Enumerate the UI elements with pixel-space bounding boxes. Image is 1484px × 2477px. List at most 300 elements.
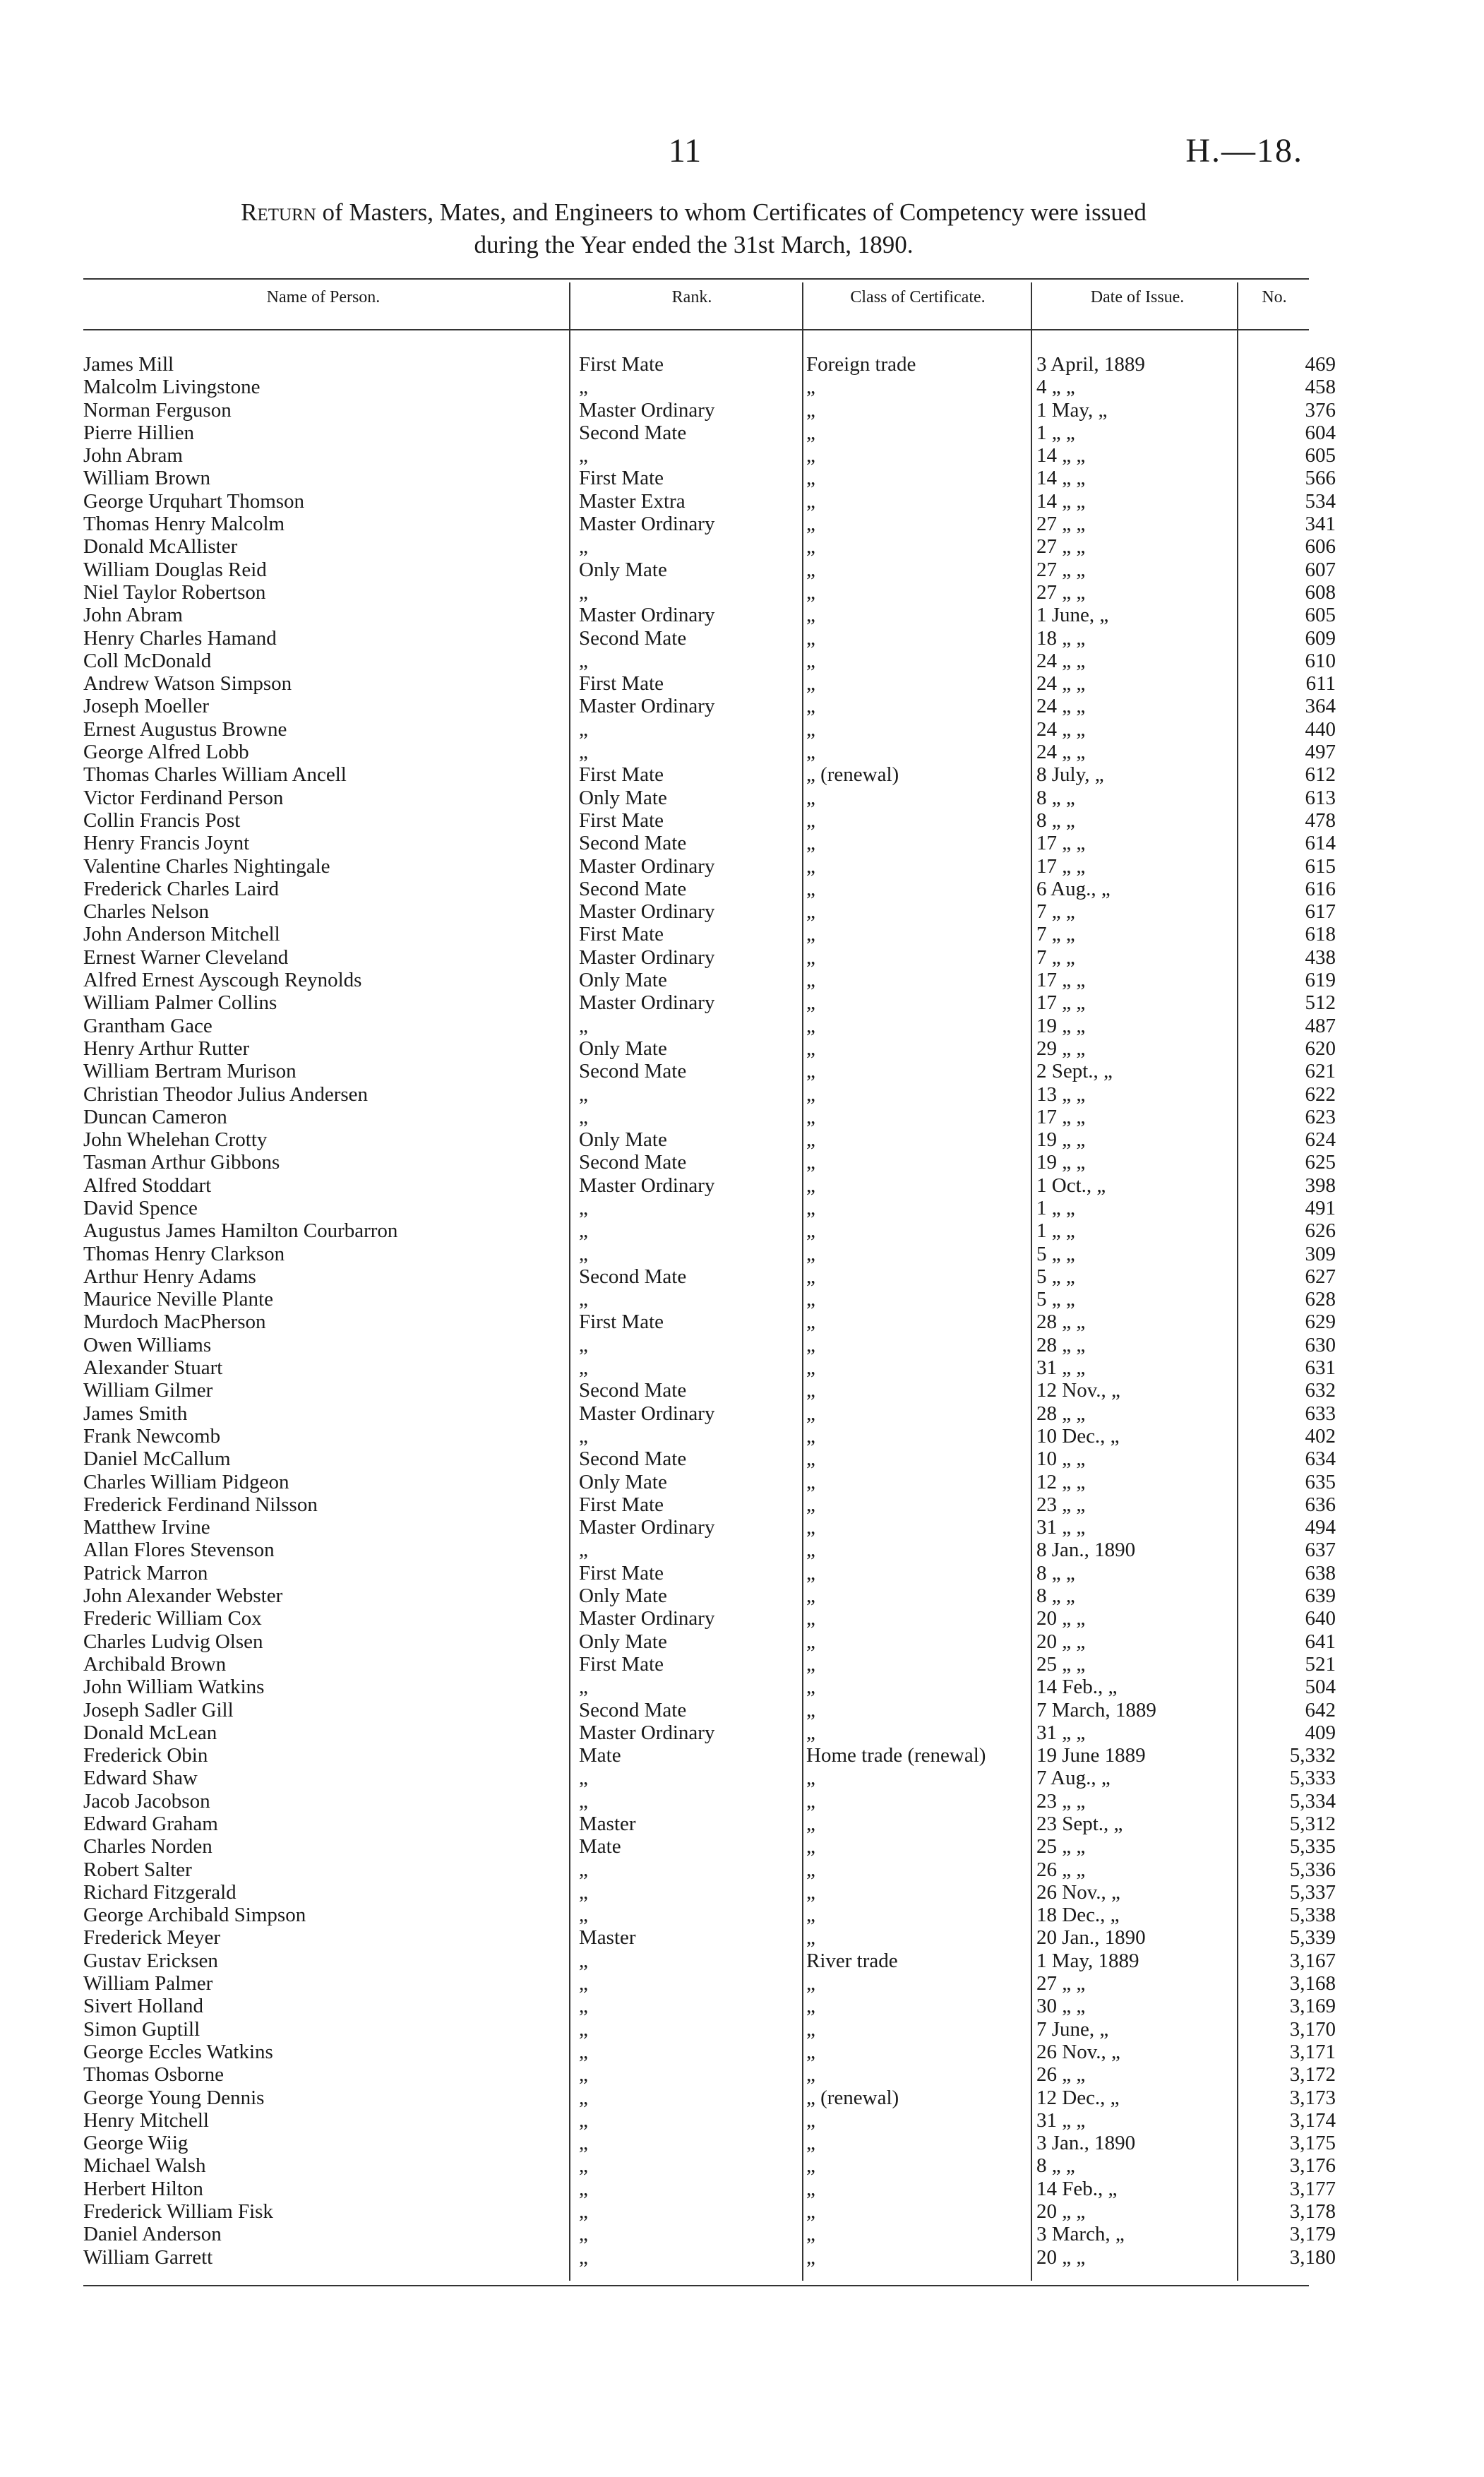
number-cell: 613 (1305, 786, 1336, 809)
rank-cell: First Mate (579, 1493, 664, 1516)
rank-cell: „ (579, 1789, 588, 1813)
table-row (83, 2108, 1336, 2132)
table-row (83, 353, 1336, 376)
rank-cell: Second Mate (579, 1265, 687, 1288)
rank-cell: Second Mate (579, 1379, 687, 1402)
person-name: Ernest Warner Cleveland (83, 945, 289, 969)
rank-cell: Master Ordinary (579, 900, 715, 924)
person-name: William Brown (83, 467, 211, 490)
class-cell: „ (806, 695, 815, 718)
title-rest: of Masters, Mates, and Engineers to whom Certificates of Competency were issued (316, 198, 1147, 226)
number-cell: 402 (1305, 1424, 1336, 1448)
number-cell: 629 (1305, 1311, 1336, 1334)
col-header-name: Name of Person. (266, 288, 381, 306)
number-cell: 3,175 (1289, 2132, 1336, 2155)
date-cell: 17 „ „ (1036, 832, 1086, 855)
class-cell: „ (806, 558, 815, 581)
date-cell: 27 „ „ (1036, 513, 1086, 536)
table-row (83, 763, 1336, 787)
document-title (85, 196, 1303, 261)
table-row (83, 2223, 1336, 2246)
rank-cell: Master (579, 1813, 636, 1835)
date-cell: 20 „ „ (1036, 1630, 1086, 1653)
rank-cell: „ (579, 535, 588, 559)
person-name: Frederick Obin (83, 1744, 208, 1767)
date-cell: 7 June, „ (1036, 2017, 1109, 2041)
rank-cell: „ (579, 2086, 588, 2109)
table-row (83, 1288, 1336, 1311)
table-row (83, 695, 1336, 718)
class-cell: „ (806, 1539, 815, 1562)
date-cell: 1 May, 1889 (1036, 1949, 1139, 1972)
date-cell: 30 „ „ (1036, 1995, 1086, 2018)
person-name: Robert Salter (83, 1858, 192, 1881)
class-cell: „ (806, 1630, 815, 1653)
person-name: Simon Guptill (83, 2017, 201, 2041)
table-row (83, 1105, 1336, 1128)
date-cell: 31 „ „ (1036, 1356, 1086, 1380)
number-cell: 619 (1305, 969, 1336, 992)
class-cell: „ (806, 649, 815, 672)
person-name: Allan Flores Stevenson (83, 1539, 275, 1562)
person-name: Edward Shaw (83, 1767, 198, 1790)
rank-cell: „ (579, 376, 588, 399)
rank-cell: „ (579, 1242, 588, 1265)
table-row (83, 513, 1336, 536)
person-name: Charles Norden (83, 1835, 213, 1858)
person-name: George Archibald Simpson (83, 1904, 306, 1927)
date-cell: 27 „ „ (1036, 580, 1086, 604)
date-cell: 18 Dec., „ (1036, 1904, 1120, 1927)
person-name: Daniel McCallum (83, 1448, 231, 1471)
rank-cell: „ (579, 2132, 588, 2155)
date-cell: 13 „ „ (1036, 1082, 1086, 1106)
table-row (83, 2017, 1336, 2041)
person-name: Malcolm Livingstone (83, 376, 261, 399)
class-cell: „ (806, 1516, 815, 1539)
date-cell: 14 „ „ (1036, 489, 1086, 513)
rank-cell: „ (579, 444, 588, 467)
person-name: Alfred Ernest Ayscough Reynolds (83, 969, 362, 992)
number-cell: 5,339 (1289, 1926, 1336, 1950)
number-cell: 640 (1305, 1607, 1336, 1630)
date-cell: 31 „ „ (1036, 2108, 1086, 2132)
person-name: Frederic William Cox (83, 1607, 262, 1630)
class-cell: „ (806, 2063, 815, 2087)
person-name: Henry Charles Hamand (83, 626, 277, 650)
date-cell: 19 June 1889 (1036, 1744, 1146, 1767)
number-cell: 534 (1305, 489, 1336, 513)
date-cell: 12 „ „ (1036, 1470, 1086, 1493)
class-cell: „ (806, 1607, 815, 1630)
person-name: Owen Williams (83, 1333, 212, 1356)
class-cell: „ (806, 1835, 815, 1858)
class-cell: „ (806, 877, 815, 900)
rank-cell: „ (579, 2223, 588, 2246)
number-cell: 438 (1305, 945, 1336, 969)
number-cell: 620 (1305, 1037, 1336, 1060)
rank-cell: Only Mate (579, 786, 667, 809)
rank-cell: „ (579, 1288, 588, 1311)
date-cell: 14 „ „ (1036, 467, 1086, 490)
table-row (83, 808, 1336, 832)
rank-cell: „ (579, 2177, 588, 2200)
table-row (83, 604, 1336, 627)
class-cell: „ (806, 2200, 815, 2224)
table-row (83, 1835, 1336, 1858)
date-cell: 20 „ „ (1036, 2245, 1086, 2269)
table-row (83, 398, 1336, 422)
table-row (83, 1698, 1336, 1721)
person-name: Charles Ludvig Olsen (83, 1630, 263, 1653)
table-row (83, 1926, 1336, 1950)
rank-cell: Only Mate (579, 969, 667, 992)
rank-cell: „ (579, 2017, 588, 2041)
rank-cell: „ (579, 741, 588, 764)
date-cell: 20 „ „ (1036, 2200, 1086, 2224)
number-cell: 3,179 (1289, 2223, 1336, 2246)
class-cell: „ (806, 1584, 815, 1608)
person-name: Niel Taylor Robertson (83, 580, 266, 604)
table-row (83, 1607, 1336, 1630)
number-cell: 3,168 (1289, 1972, 1336, 1995)
person-name: Joseph Sadler Gill (83, 1698, 234, 1721)
class-cell: „ (806, 421, 815, 444)
table-row (83, 1060, 1336, 1083)
table-row (83, 877, 1336, 900)
date-cell: 1 „ „ (1036, 1219, 1075, 1243)
number-cell: 309 (1305, 1242, 1336, 1265)
number-cell: 628 (1305, 1288, 1336, 1311)
person-name: Pierre Hillien (83, 421, 195, 444)
number-cell: 469 (1305, 353, 1336, 376)
date-cell: 23 „ „ (1036, 1789, 1086, 1813)
person-name: Charles Nelson (83, 900, 209, 924)
date-cell: 14 Feb., „ (1036, 2177, 1118, 2200)
title-line2: during the Year ended the 31st March, 1890. (474, 231, 914, 258)
person-name: William Palmer Collins (83, 991, 277, 1015)
date-cell: 5 „ „ (1036, 1265, 1075, 1288)
person-name: Valentine Charles Nightingale (83, 854, 330, 878)
date-cell: 26 „ „ (1036, 1858, 1086, 1881)
date-cell: 31 „ „ (1036, 1721, 1086, 1744)
table-row (83, 2245, 1336, 2269)
date-cell: 29 „ „ (1036, 1037, 1086, 1060)
person-name: Joseph Moeller (83, 695, 209, 718)
class-cell: „ (806, 604, 815, 627)
date-cell: 8 „ „ (1036, 1561, 1075, 1584)
table-row (83, 649, 1336, 672)
person-name: Duncan Cameron (83, 1105, 227, 1128)
date-cell: 7 Aug., „ (1036, 1767, 1111, 1790)
date-cell: 8 „ „ (1036, 786, 1075, 809)
date-cell: 1 Oct., „ (1036, 1174, 1106, 1197)
class-cell: „ (806, 1493, 815, 1516)
table-row (83, 741, 1336, 764)
number-cell: 636 (1305, 1493, 1336, 1516)
table-row (83, 2132, 1336, 2155)
number-cell: 617 (1305, 900, 1336, 924)
number-cell: 5,336 (1289, 1858, 1336, 1881)
class-cell: „ (806, 1242, 815, 1265)
person-name: Norman Ferguson (83, 398, 232, 422)
person-name: George Wiig (83, 2132, 189, 2155)
class-cell: „ (806, 1995, 815, 2018)
table-row (83, 1151, 1336, 1174)
table-row (83, 1767, 1336, 1790)
person-name: Matthew Irvine (83, 1516, 210, 1539)
class-cell: „ (806, 1402, 815, 1425)
number-cell: 633 (1305, 1402, 1336, 1425)
class-cell: „ (806, 1652, 815, 1676)
table-row (83, 2086, 1336, 2109)
number-cell: 5,335 (1289, 1835, 1336, 1858)
number-cell: 641 (1305, 1630, 1336, 1653)
person-name: Archibald Brown (83, 1652, 227, 1676)
person-name: Frank Newcomb (83, 1424, 221, 1448)
number-cell: 3,180 (1289, 2245, 1336, 2269)
number-cell: 3,178 (1289, 2200, 1336, 2224)
date-cell: 23 „ „ (1036, 1493, 1086, 1516)
rank-cell: „ (579, 2063, 588, 2087)
class-cell: River trade (806, 1949, 898, 1972)
person-name: William Bertram Murison (83, 1060, 297, 1083)
rank-cell: „ (579, 1196, 588, 1219)
table-row (83, 2040, 1336, 2063)
person-name: Alexander Stuart (83, 1356, 223, 1380)
table-row (83, 1219, 1336, 1243)
rank-cell: „ (579, 1424, 588, 1448)
rank-cell: „ (579, 1949, 588, 1972)
date-cell: 28 „ „ (1036, 1311, 1086, 1334)
person-name: Charles William Pidgeon (83, 1470, 289, 1493)
number-cell: 521 (1305, 1652, 1336, 1676)
class-cell: „ (806, 1858, 815, 1881)
rank-cell: „ (579, 2040, 588, 2063)
class-cell: „ (806, 1356, 815, 1380)
number-cell: 5,332 (1289, 1744, 1336, 1767)
date-cell: 24 „ „ (1036, 649, 1086, 672)
date-cell: 26 „ „ (1036, 2063, 1086, 2087)
table-row (83, 1972, 1336, 1995)
number-cell: 615 (1305, 854, 1336, 878)
class-cell: „ (806, 900, 815, 924)
date-cell: 8 Jan., 1890 (1036, 1539, 1136, 1562)
class-cell: „ (806, 1311, 815, 1334)
class-cell: „ (806, 1926, 815, 1950)
person-name: Donald McAllister (83, 535, 238, 559)
number-cell: 637 (1305, 1539, 1336, 1562)
number-cell: 623 (1305, 1105, 1336, 1128)
number-cell: 3,172 (1289, 2063, 1336, 2087)
class-cell: „ (806, 1676, 815, 1699)
page-code: H.—18. (1185, 132, 1303, 169)
col-header-date: Date of Issue. (1090, 288, 1185, 306)
class-cell: „ (806, 808, 815, 832)
table-row (83, 2200, 1336, 2224)
rank-cell: „ (579, 649, 588, 672)
table-row (83, 1813, 1336, 1835)
table-row (83, 1516, 1336, 1539)
class-cell: „ (806, 2177, 815, 2200)
table-row (83, 2154, 1336, 2178)
table-row (83, 1402, 1336, 1425)
rank-cell: „ (579, 1858, 588, 1881)
number-cell: 621 (1305, 1060, 1336, 1083)
date-cell: 4 „ „ (1036, 376, 1075, 399)
number-cell: 5,312 (1289, 1813, 1336, 1835)
date-cell: 27 „ „ (1036, 1972, 1086, 1995)
rank-cell: Only Mate (579, 1037, 667, 1060)
table-row (83, 1949, 1336, 1972)
rank-cell: „ (579, 1676, 588, 1699)
date-cell: 12 Dec., „ (1036, 2086, 1120, 2109)
number-cell: 478 (1305, 808, 1336, 832)
rank-cell: Only Mate (579, 558, 667, 581)
rank-cell: Second Mate (579, 626, 687, 650)
number-cell: 642 (1305, 1698, 1336, 1721)
number-cell: 566 (1305, 467, 1336, 490)
rank-cell: Master Ordinary (579, 398, 715, 422)
person-name: James Smith (83, 1402, 188, 1425)
table-bottom-rule (83, 2285, 1309, 2286)
date-cell: 27 „ „ (1036, 558, 1086, 581)
number-cell: 504 (1305, 1676, 1336, 1699)
number-cell: 3,171 (1289, 2040, 1336, 2063)
date-cell: 19 „ „ (1036, 1151, 1086, 1174)
table-row (83, 467, 1336, 490)
person-name: Thomas Charles William Ancell (83, 763, 347, 787)
date-cell: 1 „ „ (1036, 421, 1075, 444)
number-cell: 341 (1305, 513, 1336, 536)
person-name: John Whelehan Crotty (83, 1128, 268, 1152)
rank-cell: „ (579, 1356, 588, 1380)
class-cell: „ (renewal) (806, 2086, 899, 2109)
rank-cell: Master Extra (579, 489, 686, 513)
date-cell: 27 „ „ (1036, 535, 1086, 559)
table-row (83, 1356, 1336, 1380)
rank-cell: „ (579, 2245, 588, 2269)
person-name: Henry Mitchell (83, 2108, 209, 2132)
rank-cell: Second Mate (579, 1698, 687, 1721)
rank-cell: First Mate (579, 763, 664, 787)
person-name: Grantham Gace (83, 1014, 213, 1037)
person-name: Richard Fitzgerald (83, 1880, 237, 1904)
class-cell: „ (806, 1470, 815, 1493)
person-name: Arthur Henry Adams (83, 1265, 256, 1288)
class-cell: „ (806, 1880, 815, 1904)
number-cell: 638 (1305, 1561, 1336, 1584)
number-cell: 612 (1305, 763, 1336, 787)
rank-cell: Master Ordinary (579, 1607, 715, 1630)
person-name: William Gilmer (83, 1379, 213, 1402)
person-name: Thomas Henry Malcolm (83, 513, 285, 536)
person-name: Frederick William Fisk (83, 2200, 273, 2224)
date-cell: 18 „ „ (1036, 626, 1086, 650)
number-cell: 458 (1305, 376, 1336, 399)
page-number: 11 (668, 132, 702, 169)
person-name: John Anderson Mitchell (83, 923, 280, 946)
table-row (83, 1584, 1336, 1608)
table-row (83, 558, 1336, 581)
date-cell: 24 „ „ (1036, 717, 1086, 741)
date-cell: 10 „ „ (1036, 1448, 1086, 1471)
number-cell: 605 (1305, 444, 1336, 467)
rank-cell: Second Mate (579, 877, 687, 900)
number-cell: 5,334 (1289, 1789, 1336, 1813)
person-name: Collin Francis Post (83, 808, 241, 832)
class-cell: „ (806, 489, 815, 513)
class-cell: „ (806, 945, 815, 969)
rank-cell: First Mate (579, 808, 664, 832)
person-name: Augustus James Hamilton Courbarron (83, 1219, 398, 1243)
table-row (83, 1333, 1336, 1356)
class-cell: „ (806, 854, 815, 878)
rank-cell: „ (579, 2108, 588, 2132)
number-cell: 3,170 (1289, 2017, 1336, 2041)
number-cell: 622 (1305, 1082, 1336, 1106)
class-cell: „ (806, 1151, 815, 1174)
table-row (83, 1539, 1336, 1562)
rank-cell: Master Ordinary (579, 513, 715, 536)
class-cell: „ (renewal) (806, 763, 899, 787)
class-cell: „ (806, 1288, 815, 1311)
rank-cell: „ (579, 1904, 588, 1927)
table-row (83, 832, 1336, 855)
rank-cell: Second Mate (579, 832, 687, 855)
number-cell: 611 (1305, 672, 1336, 696)
table-row (83, 1424, 1336, 1448)
rank-cell: Master Ordinary (579, 1174, 715, 1197)
date-cell: 17 „ „ (1036, 854, 1086, 878)
table-row (83, 991, 1336, 1015)
number-cell: 3,176 (1289, 2154, 1336, 2178)
person-name: Herbert Hilton (83, 2177, 203, 2200)
person-name: Murdoch MacPherson (83, 1311, 266, 1334)
person-name: Alfred Stoddart (83, 1174, 212, 1197)
date-cell: 14 „ „ (1036, 444, 1086, 467)
number-cell: 625 (1305, 1151, 1336, 1174)
class-cell: „ (806, 376, 815, 399)
rank-cell: „ (579, 717, 588, 741)
number-cell: 609 (1305, 626, 1336, 650)
rank-cell: Only Mate (579, 1470, 667, 1493)
number-cell: 3,174 (1289, 2108, 1336, 2132)
rank-cell: Second Mate (579, 1448, 687, 1471)
class-cell: „ (806, 2108, 815, 2132)
rank-cell: Only Mate (579, 1128, 667, 1152)
rank-cell: Master Ordinary (579, 854, 715, 878)
number-cell: 491 (1305, 1196, 1336, 1219)
class-cell: „ (806, 1767, 815, 1790)
date-cell: 8 „ „ (1036, 2154, 1075, 2178)
number-cell: 409 (1305, 1721, 1336, 1744)
person-name: Edward Graham (83, 1813, 218, 1835)
class-cell: „ (806, 1105, 815, 1128)
table-row (83, 969, 1336, 992)
number-cell: 626 (1305, 1219, 1336, 1243)
table-row (83, 1014, 1336, 1037)
person-name: Thomas Osborne (83, 2063, 224, 2087)
table-row (83, 1630, 1336, 1653)
date-cell: 1 June, „ (1036, 604, 1109, 627)
date-cell: 5 „ „ (1036, 1288, 1075, 1311)
date-cell: 8 July, „ (1036, 763, 1104, 787)
person-name: William Douglas Reid (83, 558, 267, 581)
table-row (83, 672, 1336, 696)
table-row (83, 1721, 1336, 1744)
col-header-no: No. (1262, 288, 1287, 306)
